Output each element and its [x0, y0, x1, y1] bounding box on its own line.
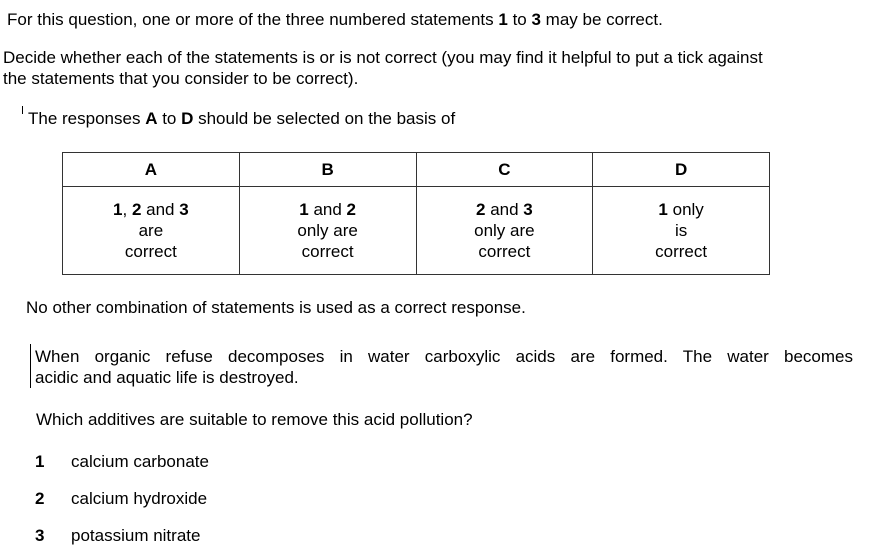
- key-header-b: B: [239, 153, 416, 187]
- instruction-line-1: For this question, one or more of the three numbered statements 1 to 3 may be correct.: [7, 10, 663, 29]
- statement-2: 2 calcium hydroxide: [35, 489, 208, 508]
- key-cell-d: 1 only is correct: [593, 187, 770, 275]
- no-other-combination-note: No other combination of statements is used as a correct response.: [26, 298, 526, 317]
- key-cell-a: 1, 2 and 3 are correct: [63, 187, 240, 275]
- response-key-table: [62, 152, 770, 275]
- question-stem: When organic refuse decomposes in water carboxylic acids are formed. The water becomes acidic and aquatic life is destroyed.: [35, 347, 853, 387]
- response-basis-text: The responses A to D should be selected on the basis of: [28, 109, 456, 128]
- margin-mark: [30, 344, 31, 388]
- statement-3: 3 potassium nitrate: [35, 526, 201, 545]
- key-cell-c: 2 and 3 only are correct: [416, 187, 593, 275]
- key-header-d: D: [593, 153, 770, 187]
- instruction-line-2: Decide whether each of the statements is or is not correct (you may find it helpful to put a tick against the statements that you consider to be correct).: [3, 48, 763, 88]
- key-header-c: C: [416, 153, 593, 187]
- question-prompt: Which additives are suitable to remove this acid pollution?: [36, 410, 473, 429]
- key-cell-b: 1 and 2 only are correct: [239, 187, 416, 275]
- statement-1: 1 calcium carbonate: [35, 452, 209, 471]
- key-header-a: A: [63, 153, 240, 187]
- margin-mark: [22, 106, 23, 114]
